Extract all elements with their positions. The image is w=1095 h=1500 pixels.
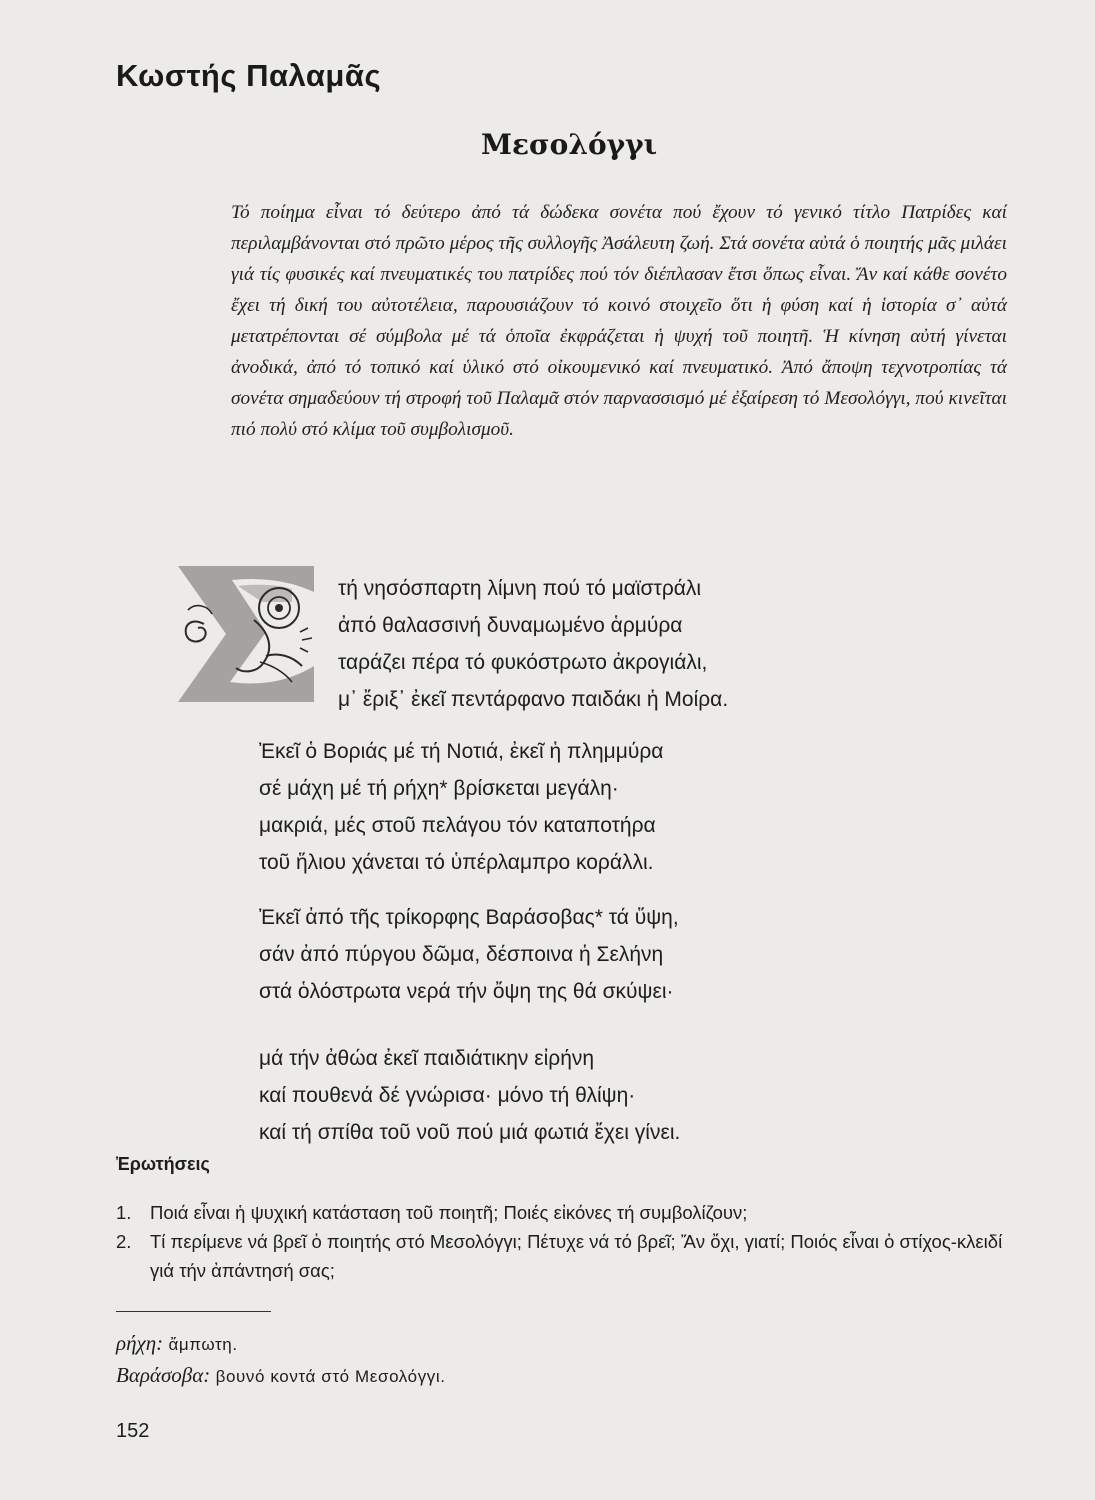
poem-line: σέ μάχη μέ τή ρήχη* βρίσκεται μεγάλη· <box>259 777 619 800</box>
poem-title: Μεσολόγγι <box>481 128 658 161</box>
question-item <box>116 1227 1016 1285</box>
poem-line: τή νησόσπαρτη λίμνη πού τό μαϊστράλι <box>338 577 702 600</box>
poem-line: Ἐκεῖ ἀπό τῆς τρίκορφης Βαράσοβας* τά ὕψη, <box>259 906 679 929</box>
question-number: 1. <box>116 1202 132 1223</box>
footnote-term: Βαράσοβα: <box>116 1363 211 1387</box>
question-item <box>116 1198 1016 1227</box>
footnote-definition: ἄμπωτη. <box>168 1335 238 1354</box>
author-name: Κωστής Παλαμᾶς <box>116 58 382 93</box>
poem-line: ταράζει πέρα τό φυκόστρωτο ἀκρογιάλι, <box>338 651 708 674</box>
footnote-definition: βουνό κοντά στό Μεσολόγγι. <box>215 1367 446 1386</box>
poem-line: τοῦ ἥλιου χάνεται τό ὑπέρλαμπρο κοράλλι. <box>259 851 654 874</box>
question-text: Ποιά εἶναι ἡ ψυχική κατάσταση τοῦ ποιητῆ; Ποιές εἰκόνες τή συμβολίζουν; <box>150 1202 748 1223</box>
poem-line: ἀπό θαλασσινή δυναμωμένο ἁρμύρα <box>338 614 683 637</box>
poem-stanza-2 <box>259 733 663 881</box>
questions-list <box>116 1198 1016 1285</box>
footnote-divider <box>116 1311 271 1312</box>
intro-paragraph: Τό ποίημα εἶναι τό δεύτερο ἀπό τά δώδεκα σονέτα πού ἔχουν τό γενικό τίτλο Πατρίδες καί περιλαμβάνονται στό πρῶτο μέρος τῆς συλλογῆς Ἀσάλευτη ζωή. Στά σονέτα αὐτά ὁ ποιητής μᾶς μιλάει γιά τίς φυσικές καί πνευματικές του πατρίδες πού τόν διέπλασαν ἔτσι ὅπως εἶναι. Ἄν καί κάθε σονέτο ἔχει τή δική του αὐτοτέλεια, παρουσιάζουν τό κοινό στοιχεῖο ὅτι ἡ φύση καί ἡ ἱστορία σ᾽ αὐτά μετατρέπονται σέ σύμβολα μέ τά ὁποῖα ἐκφράζεται ἡ ψυχή τοῦ ποιητῆ. Ἡ κίνηση αὐτή γίνεται ἀνοδικά, ἀπό τό τοπικό καί ὑλικό στό οἰκουμενικό καί πνευματικό. Ἀπό ἄποψη τεχνοτροπίας τά σονέτα σημαδεύουν τή στροφή τοῦ Παλαμᾶ στόν παρνασσισμό μέ ἐξαίρεση τό Μεσολόγγι, πού κινεῖται πιό πολύ στό κλίμα τοῦ συμβολισμοῦ. <box>231 202 1007 440</box>
questions-heading: Ἐρωτήσεις <box>116 1154 210 1174</box>
footnote <box>116 1328 446 1360</box>
poem-line: Ἐκεῖ ὁ Βοριάς μέ τή Νοτιά, ἐκεῖ ἡ πλημμύρα <box>259 740 664 763</box>
poem-line: καί πουθενά δέ γνώρισα· μόνο τή θλίψη· <box>259 1084 636 1107</box>
question-number: 2. <box>116 1231 132 1252</box>
poem-stanza-4 <box>259 1040 680 1151</box>
poem-stanza-3 <box>259 899 679 1010</box>
decorative-initial-sigma-icon <box>174 562 318 704</box>
footnote <box>116 1360 446 1392</box>
poem-line: μ᾽ ἔριξ᾽ ἐκεῖ πεντάρφανο παιδάκι ἡ Μοίρα. <box>338 688 729 711</box>
poem-line: μά τήν ἀθώα ἐκεῖ παιδιάτικην εἰρήνη <box>259 1047 595 1070</box>
page-number: 152 <box>116 1420 150 1442</box>
poem-line: στά ὁλόστρωτα νερά τήν ὄψη της θά σκύψει· <box>259 980 674 1003</box>
poem-line: καί τή σπίθα τοῦ νοῦ πού μιά φωτιά ἔχει γίνει. <box>259 1121 681 1144</box>
footnotes <box>116 1328 446 1392</box>
poem-line: μακριά, μές στοῦ πελάγου τόν καταποτήρα <box>259 814 656 837</box>
poem-line: σάν ἀπό πύργου δῶμα, δέσποινα ἡ Σελήνη <box>259 943 664 966</box>
footnote-term: ρήχη: <box>116 1331 164 1355</box>
poem-stanza-1 <box>338 570 728 718</box>
question-text: Τί περίμενε νά βρεῖ ὁ ποιητής στό Μεσολόγγι; Πέτυχε νά τό βρεῖ; Ἄν ὄχι, γιατί; Ποιός εἶναι ὁ στίχος-κλειδί γιά τήν ἀπάντησή σας; <box>150 1231 1003 1281</box>
